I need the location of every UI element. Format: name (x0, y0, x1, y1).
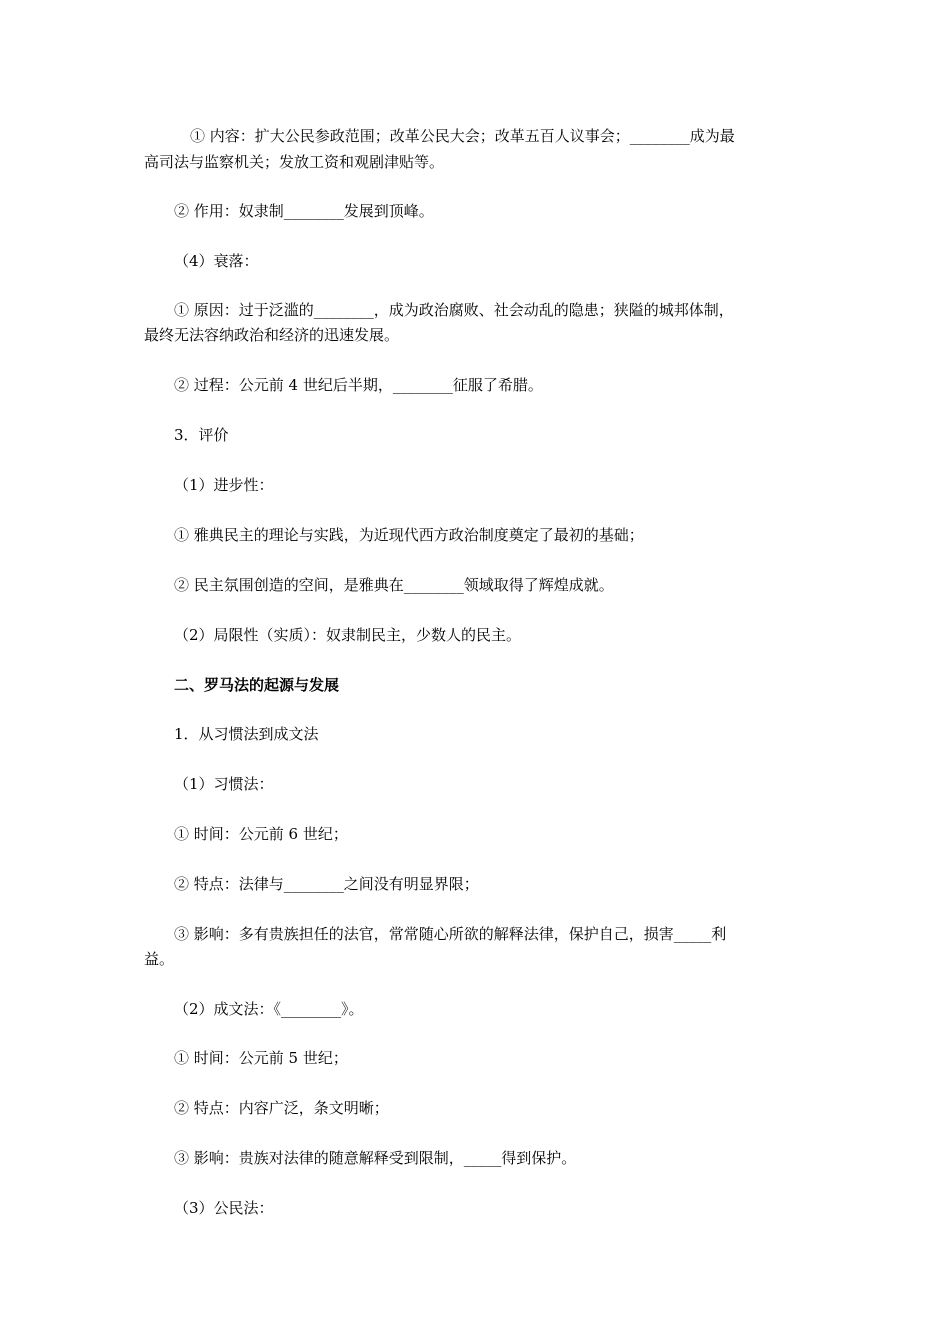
heading-citizen-law: （3）公民法： (174, 1199, 274, 1217)
heading-customary-law: （1）习惯法： (174, 775, 274, 793)
paragraph-written-feature: ② 特点：内容广泛，条文明晰； (174, 1099, 389, 1117)
paragraph-cause-line2: 最终无法容纳政治和经济的迅速发展。 (144, 326, 400, 344)
paragraph-customary-time: ① 时间：公元前 6 世纪； (174, 825, 348, 843)
heading-written-law: （2）成文法：《________》。 (174, 1000, 364, 1018)
paragraph-written-impact: ③ 影响：贵族对法律的随意解释受到限制，_____得到保护。 (174, 1149, 577, 1167)
paragraph-progressive-1: ① 雅典民主的理论与实践，为近现代西方政治制度奠定了最初的基础； (174, 526, 644, 544)
paragraph-cause-line1: ① 原因：过于泛滥的________，成为政治腐败、社会动乱的隐患；狭隘的城邦体制， (174, 301, 734, 319)
paragraph-progressive-2: ② 民主氛围创造的空间，是雅典在________领域取得了辉煌成就。 (174, 576, 614, 594)
paragraph-limitation: （2）局限性（实质）：奴隶制民主，少数人的民主。 (174, 626, 522, 644)
paragraph-customary-impact-line1: ③ 影响：多有贵族担任的法官，常常随心所欲的解释法律，保护自己，损害_____利 (174, 925, 727, 943)
heading-decline: （4）衰落： (174, 252, 259, 270)
paragraph-customary-feature: ② 特点：法律与________之间没有明显界限； (174, 875, 479, 893)
section-heading-roman-law: 二、罗马法的起源与发展 (174, 676, 340, 694)
paragraph-written-time: ① 时间：公元前 5 世纪； (174, 1049, 348, 1067)
heading-customary-to-written: 1．从习惯法到成文法 (174, 725, 319, 743)
paragraph-content-line1: ① 内容：扩大公民参政范围；改革公民大会；改革五百人议事会；________成为最 (190, 127, 735, 145)
paragraph-process: ② 过程：公元前 4 世纪后半期，________征服了希腊。 (174, 376, 543, 394)
heading-progressive: （1）进步性： (174, 476, 274, 494)
paragraph-customary-impact-line2: 益。 (144, 950, 175, 968)
paragraph-content-line2: 高司法与监察机关；发放工资和观剧津贴等。 (144, 153, 445, 171)
heading-evaluation: 3．评价 (174, 426, 229, 444)
paragraph-effect: ② 作用：奴隶制________发展到顶峰。 (174, 202, 434, 220)
